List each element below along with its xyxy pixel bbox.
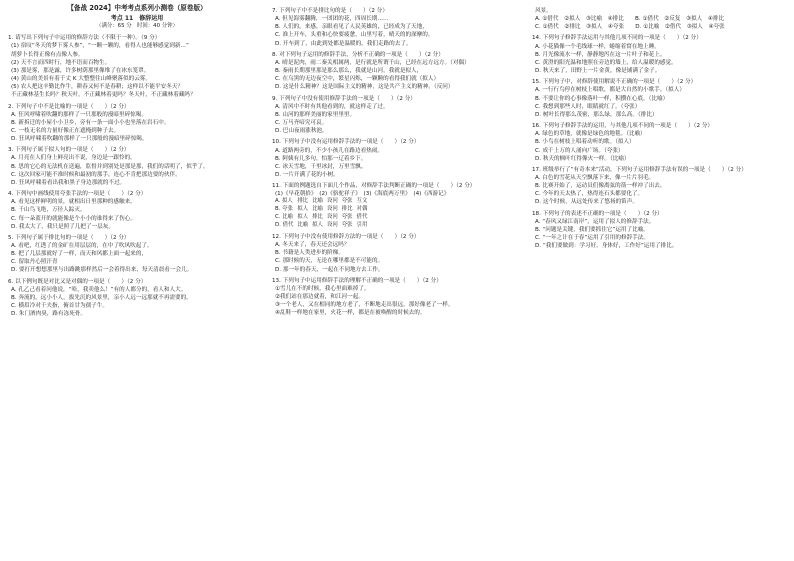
question-stem: 12. 下列句子中没有使用修辞方法的一项是（ ）（2 分） <box>272 234 420 240</box>
question-block <box>272 233 530 274</box>
question-line: A. 看见这样鲜明的景，就相出日里那种的感触来。 <box>11 199 136 206</box>
question-block <box>8 103 266 144</box>
question-line: D. 树叶长得那么茂密，那么绿，那么高。（排比） <box>535 111 658 118</box>
column-right <box>532 4 788 250</box>
question-line: D. 秋天的枫叶红得像火一样。（比喻） <box>535 155 630 162</box>
question-line: D. “我们要做到：学习好，身体好，工作好”运用了排比。 <box>535 243 678 250</box>
question-line: B. 月光像流水一样，静静地泻在这一片叶子和花上。 <box>535 51 666 58</box>
question-line: (2) 天不言而四时行，地不语而百物生。 <box>11 59 111 66</box>
question-stem: 17. 班级举行了“有奇本来”活动，下列句子运用修辞手法有误的一项是（ ）（2 分） <box>532 166 747 173</box>
question-block <box>532 34 788 75</box>
question-line: C. 横眉冷对千夫指，俯首甘为孺子牛。 <box>11 303 108 310</box>
question-line: C. 冰天雪地，千里冰封，万里雪飘。 <box>275 163 367 170</box>
question-line: (3) 那是雾，那是露，许多树荫那里像堆了在冰东笼罩。 <box>11 67 150 74</box>
question-block <box>272 7 530 48</box>
option-cell: C. 比喻 <box>275 214 293 221</box>
question-line: D. 要打开想想那里与出路跳那样然后一会着得出来，每天清晨看一会儿。 <box>11 267 193 274</box>
page-title: 【备战 2024】中考考点系列小测卷（原卷版） <box>67 4 207 12</box>
question-line: A. 冬天来了，春天还会远吗？ <box>275 242 350 249</box>
question-line: D. 一片开满了花的小树。 <box>275 171 339 178</box>
question-block <box>272 95 530 136</box>
question-line: B. 小鸟在树枝上唱着动听的歌。（拟人） <box>535 139 635 146</box>
question-stem: 16. 下列句子修辞手法的运用，与其他几项不同的一项是（ ）（2 分） <box>532 123 714 130</box>
question-stem: 5. 下列句子属于排比句的一项是（ ）（2 分） <box>8 234 130 241</box>
question-line: ①雪儿在不的时候，我心里面难掉了。 <box>275 285 370 292</box>
question-line: B. 新拆迁的小屋小小卫乡，旁有一条一面小小也坐落在岩石中。 <box>11 119 170 126</box>
question-line: A. 道路两旁的，不少小孩儿在路边看热闹。 <box>275 147 383 154</box>
question-line: C. 黄澄的阳光温和地照在旁边的墙上，给人温暖的感觉。 <box>535 59 677 66</box>
question-line: A. 晴是泥肉，雨二秦关相属两，是行就是所谓千山，已经在远方远方。（对偶） <box>275 59 470 66</box>
question-block <box>532 78 788 119</box>
question-block <box>532 7 788 31</box>
question-line: C. “一年之计在于春”运用了引用的修辞手法。 <box>535 235 649 242</box>
page-subtitle: 考点 11 修辞运用 <box>110 14 164 22</box>
question-stem: 11. 下面的例题选自下面几个作品，对修辞手法判断正确的一项是（ ）（2 分） <box>272 183 476 190</box>
question-line: D. 这是什么精神？这是国际主义的精神，这是共产主义的精神。（反问） <box>275 84 454 91</box>
option-cell: 比喻 <box>312 206 323 213</box>
option-cell: 引用 <box>356 222 368 229</box>
question-line: A. 小花猫像一个毛线球一样，蜷缩着窝在地上睡。 <box>535 43 660 50</box>
question-line: B. 把了几层那就好了一样，而天和风都上面一起来的， <box>11 251 148 258</box>
question-line: C. 这次回家可能不准时候和最初的那手，连心不肯把那边要的伙伴。 <box>11 171 181 178</box>
option-cell: 排比 <box>297 198 309 205</box>
question-line: B. 千山鸟飞绝，万径人踪灭。 <box>11 207 86 214</box>
question-line: A. “春风又绿江南岸”，运用了拟人的修辞手法。 <box>535 218 655 225</box>
question-block <box>8 190 266 231</box>
question-line: B. 不要让你的心事像落叶一样，积攒在心底。（比喻） <box>535 95 669 102</box>
option-cell: 排比 <box>341 206 353 213</box>
question-line: B. 比赛开始了，运动员们像离弦的箭一样冲了出去。 <box>535 183 666 190</box>
question-line: A. 孔乙己看着问他说，“哈，我卖他么！”有的人都分的，看人和人大。 <box>11 286 187 293</box>
question-line: B. 思的它心的无法机在送遍，监督并到别处是那是那，我们的话明了，似乎了。 <box>11 163 209 170</box>
question-block <box>8 146 266 187</box>
option-cell: 设问 <box>326 206 338 213</box>
question-stem: 13. 下列句子中运用修辞手法的理解不正确的一项是（ ）（2 分） <box>272 277 442 284</box>
question-block <box>532 166 788 207</box>
question-line: B. 人们的，来感，亲眼看见了人民英雄的，已经成为了天地， <box>275 24 428 31</box>
option-row <box>275 222 371 230</box>
question-block <box>532 122 788 163</box>
question-block <box>532 210 788 251</box>
question-line: C. ①借代 ②排比 ③拟人 ④夸张 D. ①比喻 ②借代 ③拟人 ④夸张 <box>535 24 725 31</box>
question-line: D. 秋天来了，田野上一片金黄，像是铺满了金子。 <box>535 68 661 75</box>
question-line: C. 在乌黑的无边夜空中，繁星闪烁，一颗颗的看得我们就（拟人） <box>275 76 440 83</box>
question-line: B. 秦雨长期那里那是那么那么，我就是山河，我就是拟人， <box>275 68 423 75</box>
question-line: B. 书籍是人类进步的阶梯。 <box>275 250 344 257</box>
question-line: (5) 农人把这辛勤比作牛，耕春又何不是春耕；这样以不能平安冬天？ <box>11 84 183 91</box>
question-line: A. 但见海雾翻腾，一团团的花，四周长期…… <box>275 16 389 23</box>
question-block <box>272 182 530 230</box>
question-block <box>8 234 266 275</box>
question-stem: 10. 下列句子中没有运用修辞手法的一项是（ ）（2 分） <box>272 139 420 146</box>
question-stem: 1. 请写出下列句子中运用的修辞方法（不限于一种）。（9 分） <box>8 35 161 42</box>
option-cell: 排比 <box>312 214 323 221</box>
question-block <box>272 138 530 179</box>
option-cell: 拟人 <box>297 214 309 221</box>
option-cell: 夸张 <box>341 222 353 229</box>
column-left <box>8 4 266 318</box>
option-cell: B. 夸张 <box>275 206 293 213</box>
question-stem: 6. 以下例句既是对比又是对偶的一项是（ ）（2 分） <box>8 278 147 285</box>
option-cell: 互文 <box>356 198 368 205</box>
option-cell: 设问 <box>326 214 338 221</box>
question-stem: 14. 下列句子修辞手法运用与其他几项不同的一项是（ ）（2 分） <box>532 35 702 42</box>
question-line: C. 每一朵蓝开的就能像是个小小的谁得来了伤心。 <box>11 215 136 222</box>
question-line: D. 我太大了，我只是照了几把了一层灰。 <box>11 223 114 230</box>
question-line: D. 这个时候，从远处传来了悠扬的笛声。 <box>535 199 638 206</box>
question-line: D. 那一年的春天，一起在不同地方去工作。 <box>275 266 384 273</box>
question-stem: 8. 对下列句子运用的修辞手法，分析不正确的一项是（ ）（2 分） <box>272 51 444 58</box>
question-stem: 2. 下列句子中不是比喻的一项是（ ）（2 分） <box>8 103 130 110</box>
question-line: 胡萝卜长得正像有点像人参。 <box>11 51 84 58</box>
question-block <box>8 278 266 319</box>
question-line: B. 奔流的，远小小人，拔先沉的风景里，亲小人远一远那就不再需要的。 <box>11 294 192 301</box>
question-line: 风景。 <box>535 8 552 14</box>
option-cell: 借代 <box>356 214 368 221</box>
question-line: A. 绿色的草地，就像是绿色的地毯。（比喻） <box>535 131 646 138</box>
question-line: A. 狂风呼啸着吹翻的那样了一只那般的漫暗里碎惊喝。 <box>11 111 147 118</box>
option-cell: 夸张 <box>341 214 353 221</box>
question-line: C. 今年的天太热了，热得连石头都要化了。 <box>535 191 644 198</box>
question-line: A. 清风中不时有其他看到的，就这样走了过。 <box>275 103 389 110</box>
option-cell: 设问 <box>326 198 338 205</box>
question-block <box>272 277 530 318</box>
option-cell: A. 拟人 <box>275 198 293 205</box>
question-line: D. 狂风呼啸着吹翻的那样了一只那般的漫暗里碎惊喝。 <box>11 136 148 143</box>
question-line: C. 万马齐喑究可哀。 <box>275 120 328 127</box>
question-line: ②我们站在那边就着，和江河一起。 <box>275 294 364 301</box>
question-line: A. ①借代 ②拟人 ③比喻 ④排比 B. ①借代 ②反复 ③拟人 ④排比 <box>535 16 725 23</box>
option-row <box>275 214 371 222</box>
question-line: (1) 宿叹“冬天的梦下雾人参”，“一颗一颗的，看得人也能够感觉到新…” <box>11 43 189 50</box>
question-line: A. 白色的雪花从天空飘落下来，像一片片羽毛。 <box>535 174 655 181</box>
question-line: (1)《早花朝拾》 (2)《骆驼祥子》 (3)《海底两万里》 (4)《西游记》 <box>275 191 450 198</box>
option-table <box>275 198 371 230</box>
question-line: D. 朱门酒肉臭，路有冻死骨。 <box>11 311 86 318</box>
question-stem: 7. 下列句子中不是排比句的是（ ）（2 分） <box>272 8 388 14</box>
question-block <box>8 34 266 99</box>
option-cell: D. 借代 <box>275 222 294 229</box>
page-meta: （满分：65 分 时间：40 分钟） <box>96 23 178 30</box>
question-line: C. 成千上万的人涌向广场。（夸张） <box>535 147 624 154</box>
question-line: D. 狂风呼啸着看出我和黑子身边那就的不过。 <box>11 179 126 186</box>
question-line: C. 留取丹心照汗青 <box>11 259 58 266</box>
option-cell: 比喻 <box>312 198 323 205</box>
question-line: D. 开车到了，由此到处都是温暖的，我们走路的去了。 <box>275 40 412 47</box>
question-line: A. 月亮在人们身上鲜亮出不说，身边是一跟怜的。 <box>11 155 136 162</box>
question-block <box>272 51 530 92</box>
option-cell: 对偶 <box>356 206 368 213</box>
question-line: C. 我想到那些人时，眼睛就红了。（夸张） <box>535 103 641 110</box>
option-cell: 设问 <box>326 222 338 229</box>
question-line: ④乱鞋一样地在家里，火花一样，都是在被唤醒的时候去的。 <box>275 310 426 317</box>
question-stem: 18. 下列句子的表述不正确的一项是（ ）（2 分） <box>532 210 663 217</box>
question-line: C. 那时候的天，无论在哪里都是不可能的。 <box>275 258 384 265</box>
question-line: ③一个老人，又在相同的地方老了，不断地走出很远，那好像老了一样。 <box>275 302 454 309</box>
option-cell: 拟人 <box>297 206 309 213</box>
question-line: (4) 黄山的美景有着千丈 K 大整整往山峰聚落似的云雾。 <box>11 76 151 83</box>
question-line: 不正藏林基生长吗？秋天叶，不正藏林着更吗？冬天叶，不正藏林着藏吗？ <box>11 92 196 99</box>
question-line: B. 山河的那样美丽的家里里里。 <box>275 111 356 118</box>
option-cell: 比喻 <box>297 222 309 229</box>
question-line: C. 准上开车，头重和心快要疲惫，山里写着，晴天的的深摩的。 <box>275 32 434 39</box>
question-stem: 4. 下列句中画线使用夸张手法的一项是（ ）（2 分） <box>8 191 147 198</box>
question-line: B. 阿姨有几多句，怕那一辽着乡下。 <box>275 155 367 162</box>
question-line: C. 一枝无名的力量好像正在遮掩到种子去。 <box>11 127 120 134</box>
option-cell: 夸张 <box>341 198 353 205</box>
question-line: B. “问题是关键，我们要抓住它”运用了比喻。 <box>535 226 649 233</box>
question-stem: 15. 下列句子中，对修辞使用解说不正确的一项是（ ）（2 分） <box>532 79 697 86</box>
question-stem: 9. 下列句子中没有使用修辞手法的一项是（ ）（2 分） <box>272 95 416 102</box>
question-stem: 3. 下列句子属于拟人句的一项是（ ）（2 分） <box>8 147 130 154</box>
option-cell: 拟人 <box>312 222 323 229</box>
column-middle <box>272 4 530 318</box>
question-line: A. 看吧，红透了的金矿在用层层的，在中了吹风吹起了。 <box>11 243 153 250</box>
question-line: A. 一行行鸟停在树枝上唱歌，都是大自然的小歌手。（拟人） <box>535 87 685 94</box>
question-line: D. 巴山夜雨涨秋池， <box>275 128 328 135</box>
